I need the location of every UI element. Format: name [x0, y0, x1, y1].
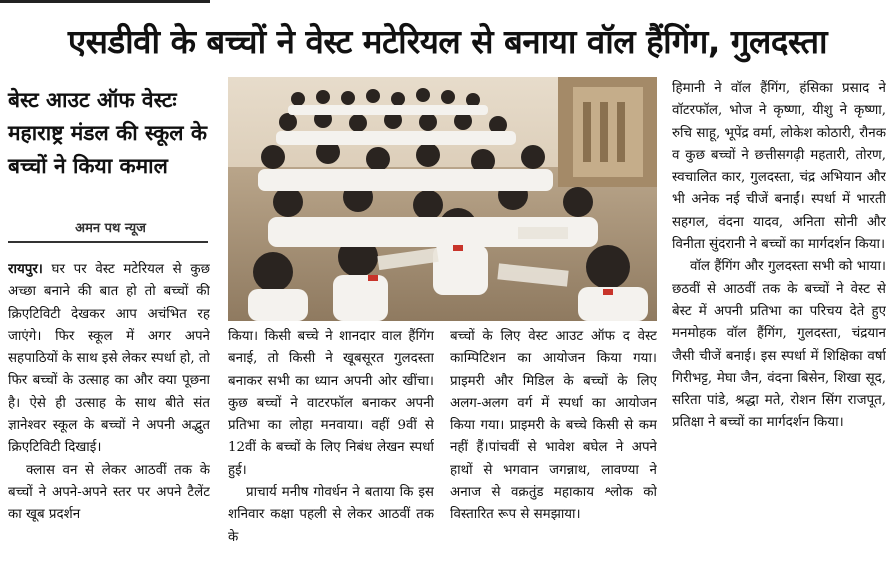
headline: एसडीवी के बच्चों ने वेस्ट मटेरियल से बनाया वॉल हैंगिंग, गुलदस्ता [67, 22, 828, 61]
col3-paragraph-1: बच्चों के लिए वेस्ट आउट ऑफ द वेस्ट काम्पिटिशन का आयोजन किया गया। प्राइमरी और मिडिल के बच्चों के लिए अलग-अलग वर्ग में स्पर्धा का आयोजन किया गया। प्राइमरी के बच्चे किसी से कम नहीं हैं।पांचवीं से भावेश बघेल ने अपने हाथों से भगवान जगन्नाथ, लावण्या ने अनाज से वक्रतुंड महाकाय श्लोक को विस्तारित रूप से समझाया। [450, 329, 657, 523]
byline: अमन पथ न्यूज [75, 221, 146, 236]
article-column-3 [450, 326, 657, 578]
subheadline: बेस्ट आउट ऑफ वेस्टः महाराष्ट्र मंडल की स्कूल के बच्चों ने किया कमाल [8, 88, 207, 178]
top-rule [0, 0, 210, 3]
dateline: रायपुर। [8, 261, 43, 277]
col1-paragraph-2: क्लास वन से लेकर आठवीं तक के बच्चों ने अपने-अपने स्तर पर अपने टैलेंट का खूब प्रदर्शन [8, 462, 210, 523]
article-column-4 [672, 78, 886, 576]
col1-paragraph-1: घर पर वेस्ट मटेरियल से कुछ अच्छा बनाने की बात हो तो बच्चों की क्रिएटिविटी देखकर आप अचंभित रह जाएंगे। फिर स्कूल में अगर अपने सहपाठियों के साथ इसे लेकर स्पर्धा हो, तो फिर बच्चों के उत्साह का और क्या पूछना है। ऐसे ही उत्साह के साथ बीते संत ज्ञानेश्वर स्कूल के बच्चों ने अपनी अद्भुत क्रिएटिविटी दिखाई। [8, 262, 210, 456]
classroom-photo [228, 77, 657, 321]
col4-paragraph-2: वॉल हैंगिंग और गुलदस्ता सभी को भाया। छठवीं से आठवीं तक के बच्चों ने वेस्ट से बेस्ट में अपनी प्रतिभा का परिचय देते हुए मनमोहक वॉल हैंगिंग, गुलदस्ता, चंद्रयान जैसी चीजें बनाई। इस स्पर्धा में शिक्षिका वर्षा गिरीभट्ट, मेघा जैन, वंदना बिसेन, शिखा सूद, सरिता पांडे, श्रद्धा मते, रोशन सिंग राजपूत, प्रतिक्षा ने बच्चों का मार्गदर्शन किया। [672, 259, 886, 431]
col2-paragraph-1: किया। किसी बच्चे ने शानदार वाल हैंगिंग बनाई, तो किसी ने खूबसूरत गुलदस्ता बनाकर सभी का ध्यान अपनी ओर खींचा। कुछ बच्चों ने वाटरफॉल बनाकर अपनी प्रतिभा का लोहा मनवाया। वहीं 9वीं से 12वीं के बच्चों के लिए निबंध लेखन स्पर्धा हुई। [228, 329, 434, 478]
byline-rule [8, 241, 208, 243]
article-column-2 [228, 326, 434, 578]
article-column-1 [8, 258, 210, 576]
col2-paragraph-2: प्राचार्य मनीष गोवर्धन ने बताया कि इस शनिवार कक्षा पहली से लेकर आठवीं तक के [228, 485, 434, 545]
col4-paragraph-1: हिमानी ने वॉल हैंगिंग, हंसिका प्रसाद ने वॉटरफॉल, भोज ने कृष्णा, यीशु ने कृष्णा, रुचि साहू, भूपेंद्र वर्मा, लोकेश कोठारी, रौनक व कुछ बच्चों ने छत्तीसगढ़ी महतारी, तोरण, स्वचालित कार, गुलदस्ता, चंद्र अभियान और भी अनेक नई चीजें बनाईं। स्पर्धा में भारती सहगल, वंदना यादव, अनिता सोनी और विनीता सुंदरानी ने बच्चों का मार्गदर्शन किया। [672, 81, 886, 253]
